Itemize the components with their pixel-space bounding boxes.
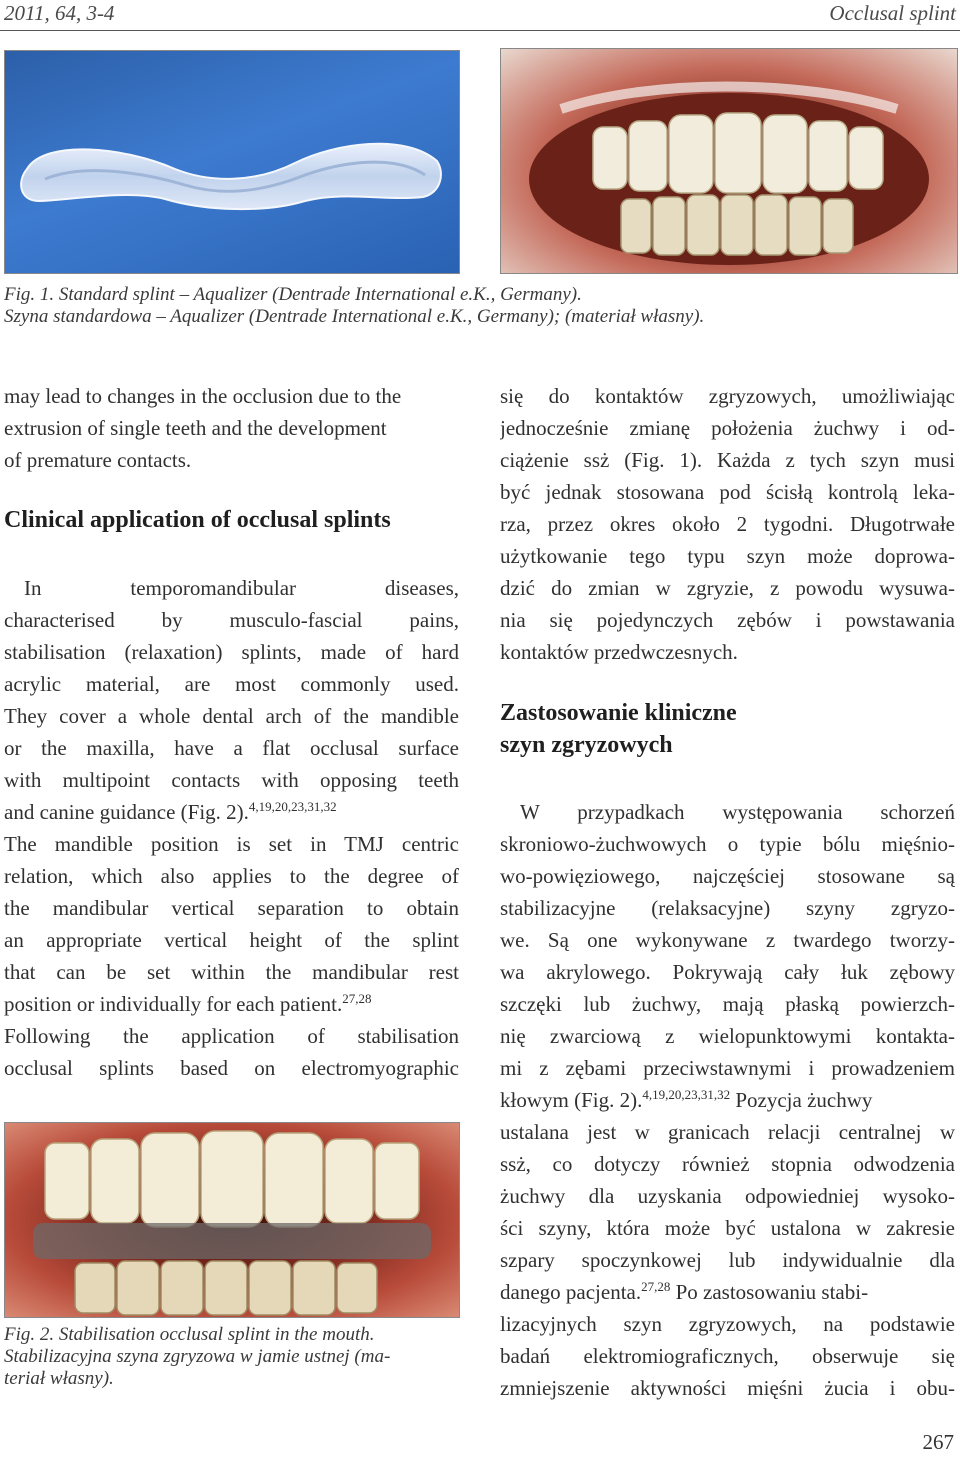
left-citation-1: 4,19,20,23,31,32 — [248, 799, 337, 814]
right-intro-line-6: użytkowanie tego typu szyn może doprowa- — [500, 544, 955, 568]
right-body-line-17: lizacyjnych szyn zgryzowych, na podstawie — [500, 1312, 955, 1336]
splint-illustration — [5, 51, 459, 273]
left-intro-line-3: of premature contacts. — [4, 448, 192, 472]
right-body-line-2: skroniowo-żuchwowych o typie bólu mięśnio- — [500, 832, 955, 856]
left-intro-line-2: extrusion of single teeth and the development — [4, 416, 387, 440]
left-body-line-11: the mandibular vertical separation to obtain — [4, 896, 459, 920]
left-body-line-15: Following the application of stabilisation — [4, 1024, 459, 1048]
section-heading-polish-line-2: szyn zgryzowych — [500, 732, 673, 758]
left-body-line-16: occlusal splints based on electromyographic — [4, 1056, 459, 1080]
figure-1-caption — [4, 284, 944, 328]
page-number: 267 — [922, 1430, 954, 1454]
right-intro-line-7: dzić do zmian w zgryzie, z powodu wysuwa- — [500, 576, 955, 600]
right-body-line-11: ustalana jest w granicach relacji centralnej w — [500, 1120, 955, 1144]
right-intro-line-9: kontaktów przedwczesnych. — [500, 640, 738, 664]
left-body-line-13: that can be set within the mandibular rest — [4, 960, 459, 984]
left-body-line-1: In temporomandibular diseases, — [24, 576, 459, 600]
right-body-line-3: wo-powięziowego, najczęściej stosowane są — [500, 864, 955, 888]
right-body-line-8: nię zwarciową z wielopunktowymi kontakta- — [500, 1024, 955, 1048]
right-citation-1: 4,19,20,23,31,32 — [642, 1087, 731, 1102]
figure-2-splint-in-mouth-photo — [4, 1122, 460, 1318]
right-body-line-10 — [500, 1084, 955, 1116]
right-intro-line-2: jednocześnie zmianę położenia żuchwy i od- — [500, 416, 955, 440]
running-title: Occlusal splint — [829, 1, 956, 25]
right-body-line-19: zmniejszenie aktywności mięśni żucia i obu- — [500, 1376, 955, 1400]
right-citation-2: 27,28 — [641, 1279, 671, 1294]
left-intro-line-1: may lead to changes in the occlusion due to the — [4, 384, 402, 408]
left-body-line-8-text: and canine guidance (Fig. 2). — [4, 800, 249, 824]
figure-1-caption-polish: Szyna standardowa – Aqualizer (Dentrade International e.K., Germany); (materiał własny). — [4, 306, 705, 327]
right-body-line-7: szczęki lub żuchwy, mają płaską powierzch- — [500, 992, 955, 1016]
right-body-line-18: badań elektromiograficznych, obserwuje się — [500, 1344, 955, 1368]
left-body-line-4: acrylic material, are most commonly used. — [4, 672, 459, 696]
left-body-line-14-text: position or individually for each patient. — [4, 992, 343, 1016]
left-body-line-8 — [4, 796, 459, 828]
right-intro-line-5: rza, przez okres około 2 tygodni. Długotrwałe — [500, 512, 955, 536]
right-intro-line-3: ciążenie ssż (Fig. 1). Każda z tych szyn musi — [500, 448, 955, 472]
figure-1-caption-english: Fig. 1. Standard splint – Aqualizer (Dentrade International e.K., Germany). — [4, 284, 582, 305]
left-body-line-9: The mandible position is set in TMJ centric — [4, 832, 459, 856]
left-body-line-6: or the maxilla, have a flat occlusal surface — [4, 736, 459, 760]
running-header — [0, 0, 960, 31]
section-heading-polish-line-1: Zastosowanie kliniczne — [500, 700, 737, 726]
right-body-line-4: stabilizacyjne (relaksacyjne) szyny zgryzo- — [500, 896, 955, 920]
right-intro-line-1: się do kontaktów zgryzowych, umożliwiając — [500, 384, 955, 408]
left-body-line-14 — [4, 988, 459, 1020]
right-intro-line-4: być jednak stosowana pod ścisłą kontrolą leka- — [500, 480, 955, 504]
teeth-illustration-upper — [501, 49, 957, 273]
right-body-line-16 — [500, 1276, 955, 1308]
left-body-line-2: characterised by musculo-fascial pains, — [4, 608, 459, 632]
right-body-line-12: ssż, co dotyczy również stopnia odwodzenia — [500, 1152, 955, 1176]
right-body-line-10-text: kłowym (Fig. 2). — [500, 1088, 643, 1112]
journal-issue: 2011, 64, 3-4 — [4, 1, 115, 25]
figure-2-caption-line-2: Stabilizacyjna szyna zgryzowa w jamie ustnej (ma- — [4, 1346, 391, 1367]
right-body-line-10-tail: Pozycja żuchwy — [735, 1088, 873, 1112]
right-body-line-15: szpary spoczynkowej lub indywidualnie dla — [500, 1248, 955, 1272]
right-body-line-16-text: danego pacjenta. — [500, 1280, 642, 1304]
figure-2-caption-line-1: Fig. 2. Stabilisation occlusal splint in the mouth. — [4, 1324, 375, 1345]
figure-1-mouth-photo — [500, 48, 958, 274]
figure-2-caption-line-3: teriał własny). — [4, 1368, 114, 1389]
figure-2-caption — [4, 1324, 458, 1390]
right-body-line-16-tail: Po zastosowaniu stabi- — [675, 1280, 869, 1304]
right-body-line-1: W przypadkach występowania schorzeń — [520, 800, 955, 824]
left-body-line-3: stabilisation (relaxation) splints, made of hard — [4, 640, 459, 664]
right-body-line-6: wa akrylowego. Pokrywają cały łuk zębowy — [500, 960, 955, 984]
left-body-line-7: with multipoint contacts with opposing teeth — [4, 768, 459, 792]
right-body-line-14: ści szyny, która może być ustalona w zakresie — [500, 1216, 955, 1240]
right-body-line-9: mi z zębami przeciwstawnymi i prowadzeniem — [500, 1056, 955, 1080]
figure-1-splint-photo — [4, 50, 460, 274]
right-intro-line-8: nia się pojedynczych zębów i powstawania — [500, 608, 955, 632]
section-heading-english: Clinical application of occlusal splints — [4, 507, 391, 533]
left-body-line-5: They cover a whole dental arch of the mandible — [4, 704, 459, 728]
right-body-line-5: we. Są one wykonywane z twardego tworzy- — [500, 928, 955, 952]
left-body-line-10: relation, which also applies to the degree of — [4, 864, 459, 888]
right-body-line-13: żuchwy dla uzyskania odpowiedniej wysoko- — [500, 1184, 955, 1208]
left-body-line-12: an appropriate vertical height of the splint — [4, 928, 459, 952]
left-citation-2: 27,28 — [342, 991, 372, 1006]
teeth-illustration-with-splint — [5, 1123, 459, 1317]
